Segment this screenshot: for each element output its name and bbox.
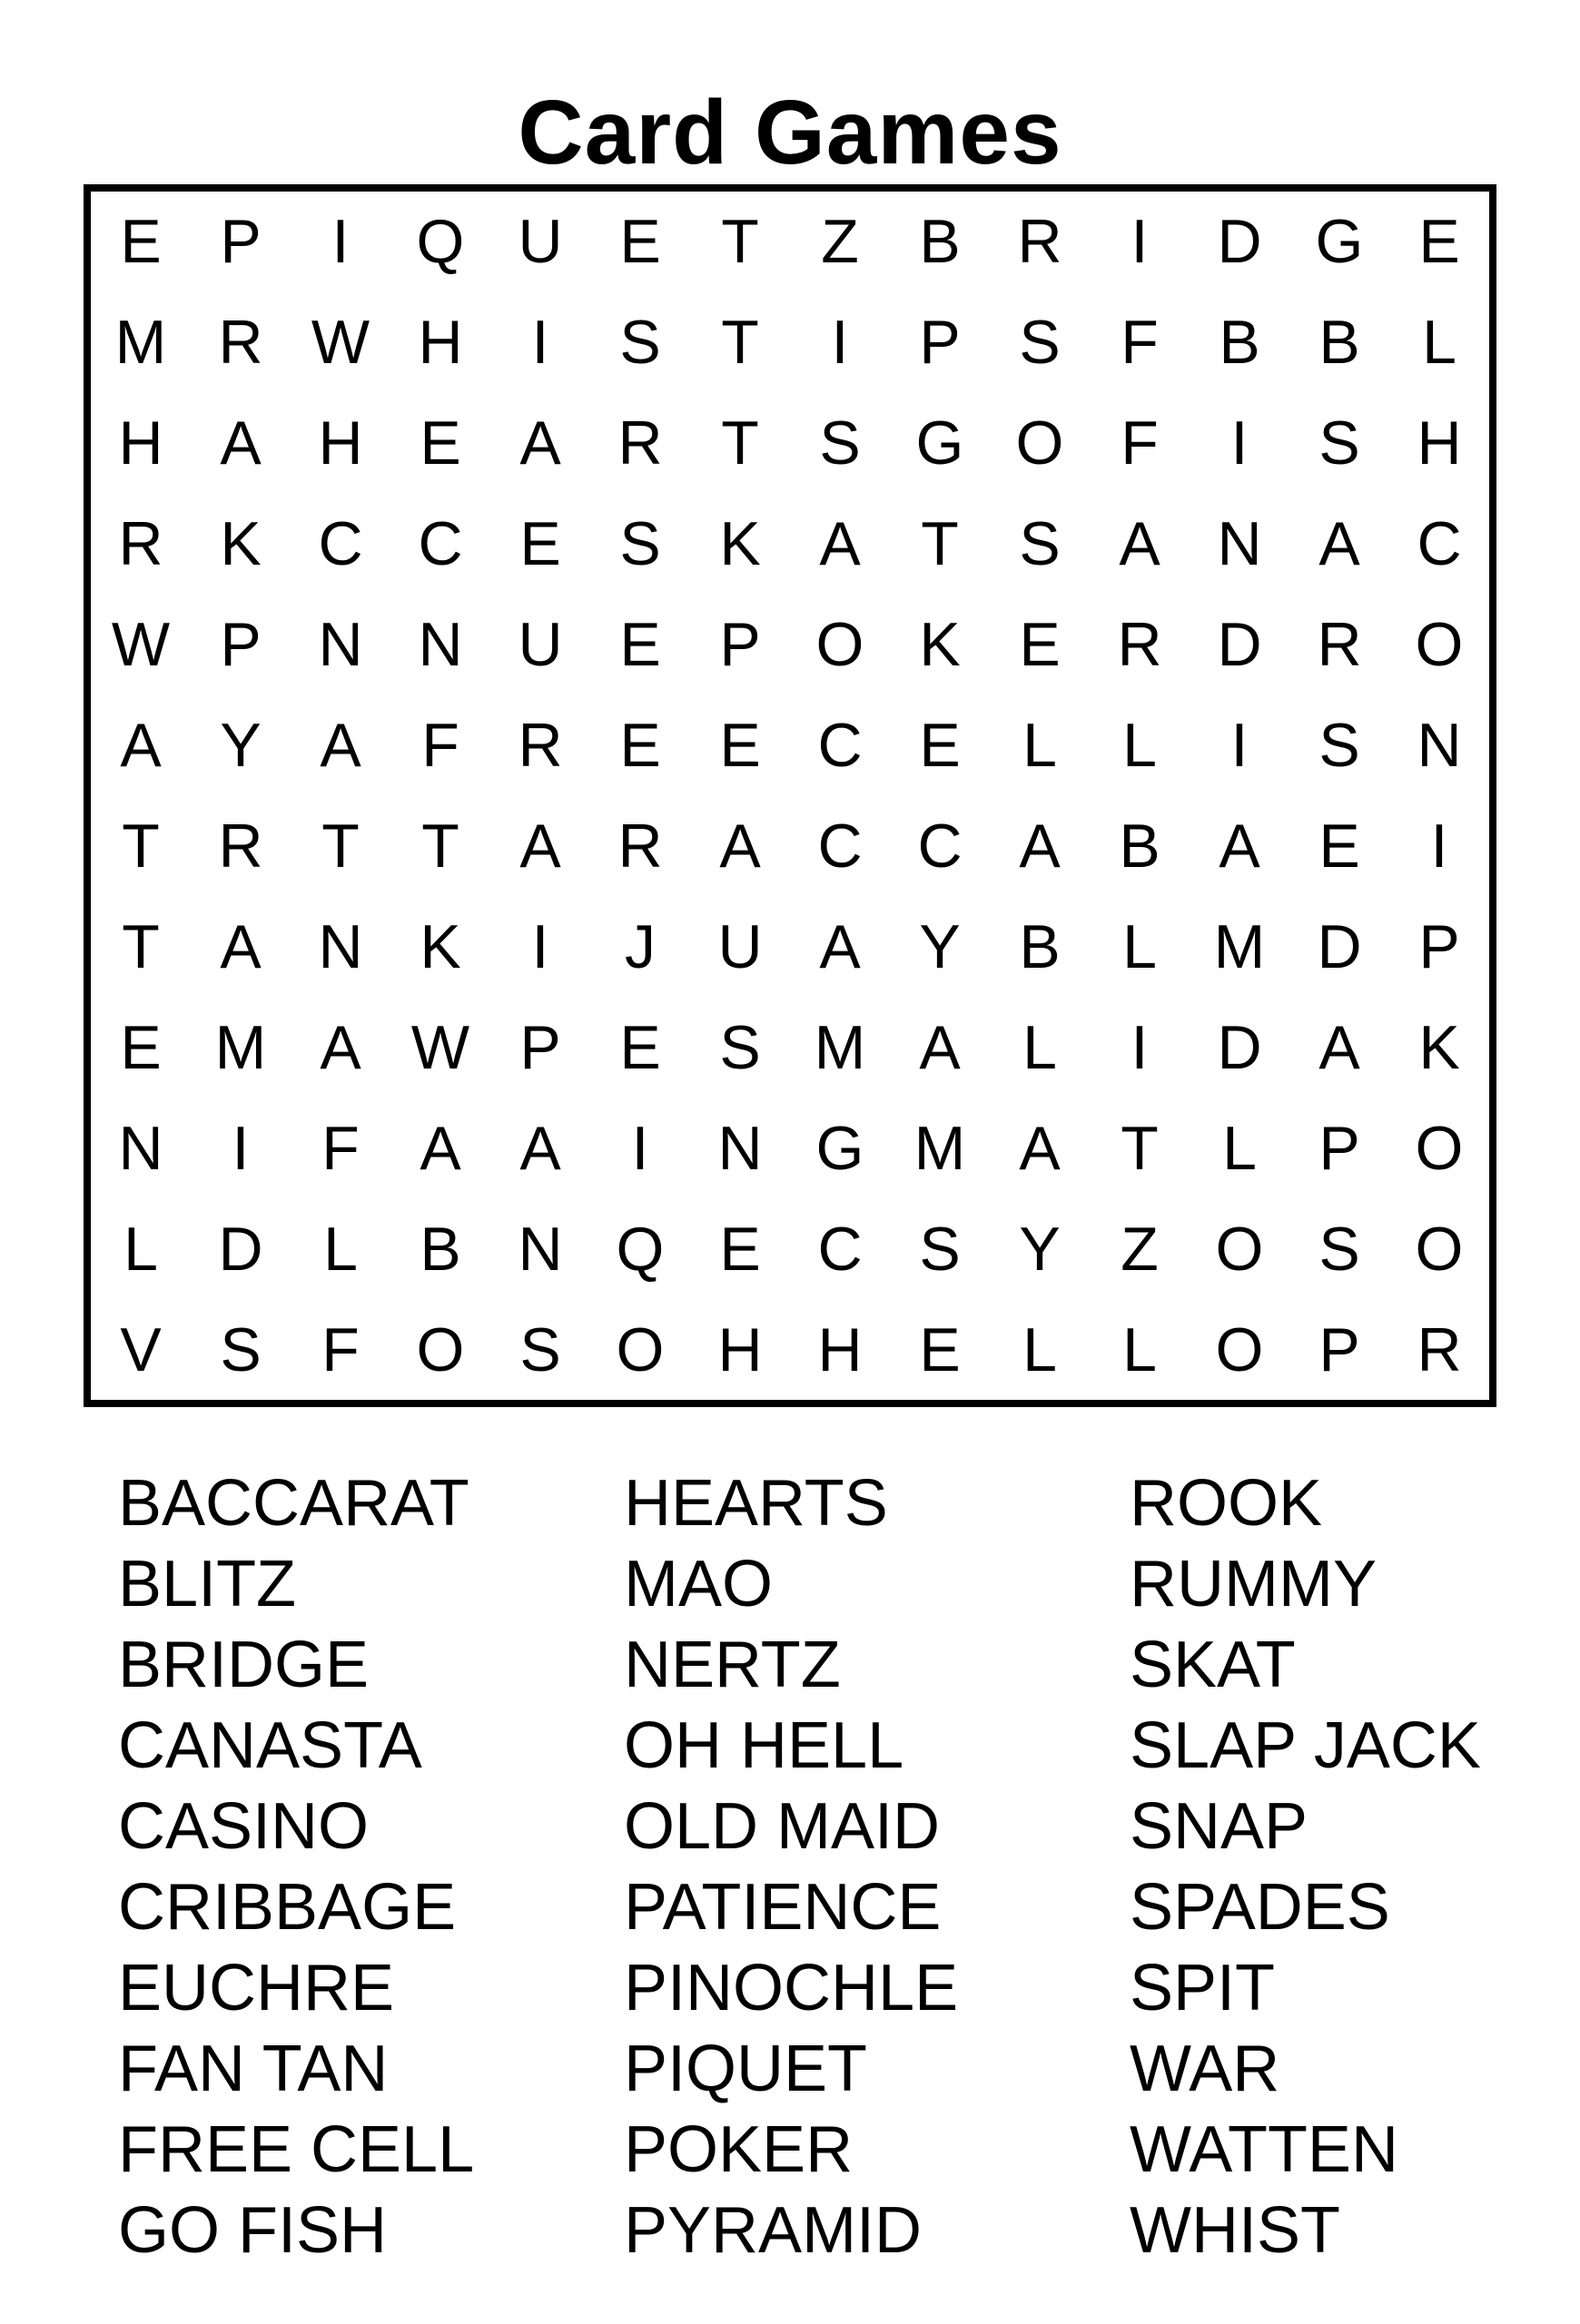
grid-letter[interactable]: E — [719, 1214, 761, 1284]
word-list-item: CRIBBAGE — [118, 1871, 457, 1944]
grid-letter[interactable]: R — [218, 308, 263, 378]
word-list-item: BRIDGE — [118, 1629, 370, 1701]
grid-letter[interactable]: A — [120, 711, 162, 781]
grid-letter[interactable]: W — [410, 1012, 470, 1082]
grid-letter[interactable]: A — [1019, 1113, 1061, 1183]
grid-letter[interactable]: D — [218, 1214, 263, 1284]
grid-letter[interactable]: Q — [616, 1214, 665, 1284]
grid-letter[interactable]: T — [721, 207, 759, 277]
grid-letter[interactable]: A — [719, 811, 761, 881]
grid-letter[interactable]: C — [817, 711, 863, 781]
grid-letter[interactable]: O — [1415, 1113, 1464, 1183]
grid-letter[interactable]: E — [919, 1315, 961, 1384]
grid-letter[interactable]: B — [919, 207, 961, 277]
grid-letter[interactable]: S — [519, 1315, 561, 1384]
word-list-item: RUMMY — [1130, 1548, 1377, 1620]
grid-letter[interactable]: I — [1430, 811, 1448, 881]
word-list-item: WAR — [1130, 2033, 1280, 2105]
grid-letter[interactable]: S — [719, 1012, 761, 1082]
word-list-column-1 — [118, 1463, 474, 2271]
word-list-item: OH HELL — [624, 1709, 904, 1782]
grid-letter[interactable]: A — [1219, 811, 1260, 881]
grid-letter[interactable]: U — [518, 207, 563, 277]
grid-letter[interactable]: R — [518, 711, 563, 781]
grid-letter[interactable]: R — [118, 509, 163, 579]
grid-letter[interactable]: L — [1022, 1012, 1057, 1082]
grid-letter[interactable]: B — [1119, 811, 1160, 881]
grid-letter[interactable]: F — [1121, 308, 1159, 378]
grid-letter[interactable]: T — [921, 509, 959, 579]
grid-letter[interactable]: O — [1015, 409, 1064, 478]
grid-letter[interactable]: E — [619, 1012, 661, 1082]
word-list-column-3 — [1130, 1463, 1481, 2271]
word-list-item: SKAT — [1130, 1629, 1296, 1701]
word-list-item: SNAP — [1130, 1790, 1308, 1863]
grid-letter[interactable]: E — [120, 207, 162, 277]
grid-letter[interactable]: N — [717, 1113, 763, 1183]
grid-letter[interactable]: I — [531, 911, 549, 981]
grid-letter[interactable]: M — [114, 308, 167, 378]
grid-letter[interactable]: S — [1318, 1214, 1360, 1284]
grid-letter[interactable]: E — [519, 509, 561, 579]
word-list-item: BLITZ — [118, 1548, 297, 1620]
grid-letter[interactable]: T — [122, 911, 160, 981]
word-list-item: WATTEN — [1130, 2113, 1398, 2186]
word-list-item: WHIST — [1130, 2194, 1340, 2267]
word-list-item: BACCARAT — [118, 1467, 469, 1540]
grid-letter[interactable]: R — [1317, 610, 1362, 680]
grid-letter[interactable]: G — [1315, 207, 1364, 277]
grid-letter[interactable]: E — [1019, 610, 1061, 680]
grid-letter[interactable]: I — [831, 308, 849, 378]
grid-letter[interactable]: H — [318, 409, 363, 478]
grid-letter[interactable]: D — [1217, 1012, 1262, 1082]
word-list-item: HEARTS — [624, 1467, 888, 1540]
grid-letter[interactable]: Z — [1121, 1214, 1159, 1284]
grid-letter[interactable]: A — [519, 1113, 561, 1183]
grid-letter[interactable]: A — [819, 509, 861, 579]
grid-letter[interactable]: A — [519, 811, 561, 881]
grid-letter[interactable]: B — [420, 1214, 461, 1284]
word-list-item: ROOK — [1130, 1467, 1323, 1540]
grid-letter[interactable]: O — [1215, 1315, 1264, 1384]
letter-grid[interactable] — [84, 184, 1496, 1407]
grid-letter[interactable]: T — [321, 811, 360, 881]
grid-letter[interactable]: P — [220, 207, 262, 277]
grid-letter[interactable]: O — [815, 610, 864, 680]
grid-letter[interactable]: C — [817, 811, 863, 881]
grid-letter[interactable]: F — [321, 1113, 360, 1183]
grid-letter[interactable]: L — [1122, 911, 1157, 981]
grid-letter[interactable]: Y — [220, 711, 262, 781]
grid-letter[interactable]: H — [717, 1315, 763, 1384]
word-list-item: FREE CELL — [118, 2113, 475, 2186]
grid-letter[interactable]: F — [321, 1315, 360, 1384]
grid-letter[interactable]: T — [721, 308, 759, 378]
word-list-item: PINOCHLE — [624, 1952, 959, 2024]
grid-letter[interactable]: I — [1230, 711, 1249, 781]
grid-letter[interactable]: A — [1019, 811, 1061, 881]
grid-letter[interactable]: B — [1019, 911, 1061, 981]
grid-letter[interactable]: U — [518, 610, 563, 680]
grid-letter[interactable]: C — [1417, 509, 1462, 579]
grid-letter[interactable]: K — [919, 610, 961, 680]
grid-letter[interactable]: I — [1230, 409, 1249, 478]
grid-letter[interactable]: D — [1217, 207, 1262, 277]
grid-letter[interactable]: D — [1217, 610, 1262, 680]
grid-letter[interactable]: E — [420, 409, 461, 478]
grid-letter[interactable]: V — [120, 1315, 162, 1384]
grid-letter[interactable]: L — [123, 1214, 158, 1284]
grid-letter[interactable]: P — [220, 610, 262, 680]
grid-letter[interactable]: K — [719, 509, 761, 579]
grid-letter[interactable]: I — [1131, 1012, 1149, 1082]
grid-letter[interactable]: K — [220, 509, 262, 579]
grid-letter[interactable]: N — [318, 911, 363, 981]
grid-letter[interactable]: A — [819, 911, 861, 981]
grid-letter[interactable]: P — [1418, 911, 1460, 981]
grid-letter[interactable]: O — [616, 1315, 665, 1384]
grid-letter[interactable]: Y — [1019, 1214, 1061, 1284]
grid-letter[interactable]: A — [919, 1012, 961, 1082]
grid-letter[interactable]: A — [220, 911, 262, 981]
grid-letter[interactable]: S — [220, 1315, 262, 1384]
grid-letter[interactable]: A — [220, 409, 262, 478]
grid-letter[interactable]: C — [318, 509, 363, 579]
grid-letter[interactable]: G — [915, 409, 964, 478]
grid-letter[interactable]: D — [1317, 911, 1362, 981]
grid-letter[interactable]: W — [311, 308, 370, 378]
grid-letter[interactable]: C — [917, 811, 963, 881]
grid-letter[interactable]: A — [420, 1113, 461, 1183]
grid-letter[interactable]: E — [619, 610, 661, 680]
grid-letter[interactable]: O — [1415, 610, 1464, 680]
word-list-item: EUCHRE — [118, 1952, 395, 2024]
grid-letter[interactable]: P — [519, 1012, 561, 1082]
grid-letter[interactable]: I — [1131, 207, 1149, 277]
grid-letter[interactable]: H — [418, 308, 463, 378]
grid-letter[interactable]: Y — [919, 911, 961, 981]
word-list-item: SPIT — [1130, 1952, 1276, 2024]
grid-letter[interactable]: H — [817, 1315, 863, 1384]
grid-letter[interactable]: T — [721, 409, 759, 478]
grid-letter[interactable]: N — [518, 1214, 563, 1284]
grid-letter[interactable]: U — [717, 911, 763, 981]
grid-letter[interactable]: I — [631, 1113, 649, 1183]
grid-letter[interactable]: B — [1219, 308, 1260, 378]
grid-letter[interactable]: G — [815, 1113, 864, 1183]
grid-letter[interactable]: C — [817, 1214, 863, 1284]
grid-letter[interactable]: S — [1318, 409, 1360, 478]
grid-letter[interactable]: E — [919, 711, 961, 781]
grid-letter[interactable]: C — [418, 509, 463, 579]
grid-letter[interactable]: T — [1121, 1113, 1159, 1183]
grid-letter[interactable]: E — [120, 1012, 162, 1082]
word-list-item: CANASTA — [118, 1709, 422, 1782]
grid-letter[interactable]: L — [1422, 308, 1457, 378]
grid-letter[interactable]: S — [819, 409, 861, 478]
grid-letter[interactable]: O — [1415, 1214, 1464, 1284]
grid-letter[interactable]: R — [1117, 610, 1162, 680]
word-list-item: SLAP JACK — [1130, 1709, 1481, 1782]
word-list-item: CASINO — [118, 1790, 370, 1863]
grid-letter[interactable]: R — [617, 409, 663, 478]
word-list-item: POKER — [624, 2113, 854, 2186]
grid-letter[interactable]: S — [619, 308, 661, 378]
word-list-item: SPADES — [1130, 1871, 1390, 1944]
grid-letter[interactable]: S — [1019, 308, 1061, 378]
grid-letter[interactable]: J — [625, 911, 656, 981]
grid-letter[interactable]: I — [232, 1113, 250, 1183]
grid-letter[interactable]: A — [519, 409, 561, 478]
grid-letter[interactable]: L — [1122, 1315, 1157, 1384]
grid-letter[interactable]: L — [1022, 1315, 1057, 1384]
grid-letter[interactable]: M — [1213, 911, 1266, 981]
grid-letter[interactable]: H — [1417, 409, 1462, 478]
grid-letter[interactable]: N — [118, 1113, 163, 1183]
grid-letter[interactable]: K — [1418, 1012, 1460, 1082]
grid-letter[interactable]: S — [1318, 711, 1360, 781]
grid-letter[interactable]: F — [421, 711, 459, 781]
grid-letter[interactable]: T — [122, 811, 160, 881]
grid-letter[interactable]: E — [1418, 207, 1460, 277]
grid-letter[interactable]: A — [1318, 509, 1360, 579]
word-list-item: FAN TAN — [118, 2033, 389, 2105]
grid-letter[interactable]: L — [323, 1214, 358, 1284]
word-list-column-2 — [624, 1463, 958, 2271]
grid-letter[interactable]: I — [331, 207, 350, 277]
grid-letter[interactable]: M — [814, 1012, 866, 1082]
grid-letter[interactable]: P — [919, 308, 961, 378]
word-list-item: NERTZ — [624, 1629, 841, 1701]
puzzle-title: Card Games — [518, 82, 1062, 183]
grid-letter[interactable]: S — [619, 509, 661, 579]
grid-letter[interactable]: N — [1217, 509, 1262, 579]
grid-letter[interactable]: A — [320, 711, 361, 781]
grid-letter[interactable]: K — [420, 911, 461, 981]
grid-letter[interactable]: F — [1121, 409, 1159, 478]
grid-letter[interactable]: E — [1318, 811, 1360, 881]
grid-letter[interactable]: A — [1318, 1012, 1360, 1082]
grid-letter[interactable]: R — [218, 811, 263, 881]
grid-letter[interactable]: L — [1022, 711, 1057, 781]
grid-letter[interactable]: H — [118, 409, 163, 478]
grid-letter[interactable]: Q — [416, 207, 465, 277]
word-list-item: PATIENCE — [624, 1871, 942, 1944]
grid-letter[interactable]: M — [214, 1012, 267, 1082]
grid-letter[interactable]: S — [1019, 509, 1061, 579]
grid-letter[interactable]: T — [421, 811, 459, 881]
grid-letter[interactable]: R — [1017, 207, 1062, 277]
grid-letter[interactable]: A — [320, 1012, 361, 1082]
word-list-item: PYRAMID — [624, 2194, 923, 2267]
grid-letter[interactable]: A — [1119, 509, 1160, 579]
grid-letter[interactable]: P — [1318, 1113, 1360, 1183]
grid-letter[interactable]: I — [531, 308, 549, 378]
word-list-item: PIQUET — [624, 2033, 868, 2105]
grid-letter[interactable]: S — [919, 1214, 961, 1284]
grid-letter[interactable]: O — [416, 1315, 465, 1384]
grid-letter[interactable]: N — [1417, 711, 1462, 781]
grid-letter[interactable]: Z — [821, 207, 859, 277]
grid-letter[interactable]: N — [318, 610, 363, 680]
word-list-item: MAO — [624, 1548, 774, 1620]
grid-letter[interactable]: M — [913, 1113, 966, 1183]
grid-letter[interactable]: N — [418, 610, 463, 680]
grid-letter[interactable]: O — [1215, 1214, 1264, 1284]
grid-letter[interactable]: L — [1122, 711, 1157, 781]
word-list-item: OLD MAID — [624, 1790, 941, 1863]
grid-letter[interactable]: E — [619, 711, 661, 781]
grid-letter[interactable]: P — [719, 610, 761, 680]
grid-letter[interactable]: W — [111, 610, 171, 680]
grid-letter[interactable]: R — [1417, 1315, 1462, 1384]
word-list-item: GO FISH — [118, 2194, 388, 2267]
grid-letter[interactable]: R — [617, 811, 663, 881]
grid-letter[interactable]: E — [619, 207, 661, 277]
grid-letter[interactable]: B — [1318, 308, 1360, 378]
grid-letter[interactable]: P — [1318, 1315, 1360, 1384]
grid-letter[interactable]: L — [1222, 1113, 1257, 1183]
grid-letter[interactable]: E — [719, 711, 761, 781]
